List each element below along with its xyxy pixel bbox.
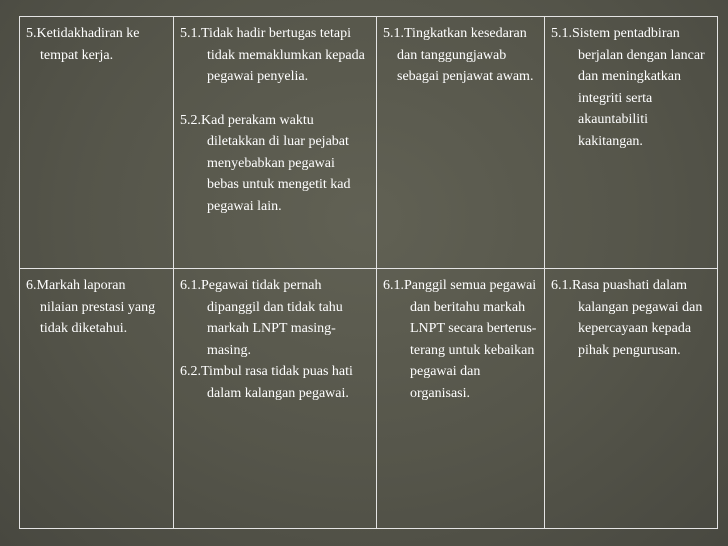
cause-text-2: 6.2.Timbul rasa tidak puas hati dalam kalangan pegawai. — [180, 364, 353, 401]
cause-cell — [174, 269, 377, 529]
cause-text-1: 6.1.Pegawai tidak pernah dipanggil dan tidak tahu markah LNPT masing-masing. — [180, 278, 343, 358]
action-cell — [377, 269, 545, 529]
problem-text: 6.Markah laporan nilaian prestasi yang tidak diketahui. — [26, 278, 156, 336]
outcome-text: 5.1.Sistem pentadbiran berjalan dengan lancar dan meningkatkan integriti serta akauntabiliti kakitangan. — [551, 26, 705, 149]
outcome-cell — [545, 17, 718, 269]
problem-cell — [20, 269, 174, 529]
table-row — [20, 17, 718, 269]
action-cell — [377, 17, 545, 269]
outcome-cell — [545, 269, 718, 529]
action-text: 6.1.Panggil semua pegawai dan beritahu markah LNPT secara berterus-terang untuk kebaikan pegawai dan organisasi. — [383, 278, 537, 401]
table-row — [20, 269, 718, 529]
problem-text: 5.Ketidakhadiran ke tempat kerja. — [26, 26, 140, 63]
problem-solution-table — [19, 16, 718, 529]
spacer — [180, 88, 370, 110]
outcome-text: 6.1.Rasa puashati dalam kalangan pegawai dan kepercayaan kepada pihak pengurusan. — [551, 278, 703, 358]
cause-cell — [174, 17, 377, 269]
cause-text-1: 5.1.Tidak hadir bertugas tetapi tidak memaklumkan kepada pegawai penyelia. — [180, 26, 365, 84]
cause-text-2: 5.2.Kad perakam waktu diletakkan di luar pejabat menyebabkan pegawai bebas untuk mengetit kad pegawai lain. — [180, 112, 351, 214]
action-text: 5.1.Tingkatkan kesedaran dan tanggungjawab sebagai penjawat awam. — [383, 26, 534, 84]
problem-cell — [20, 17, 174, 269]
